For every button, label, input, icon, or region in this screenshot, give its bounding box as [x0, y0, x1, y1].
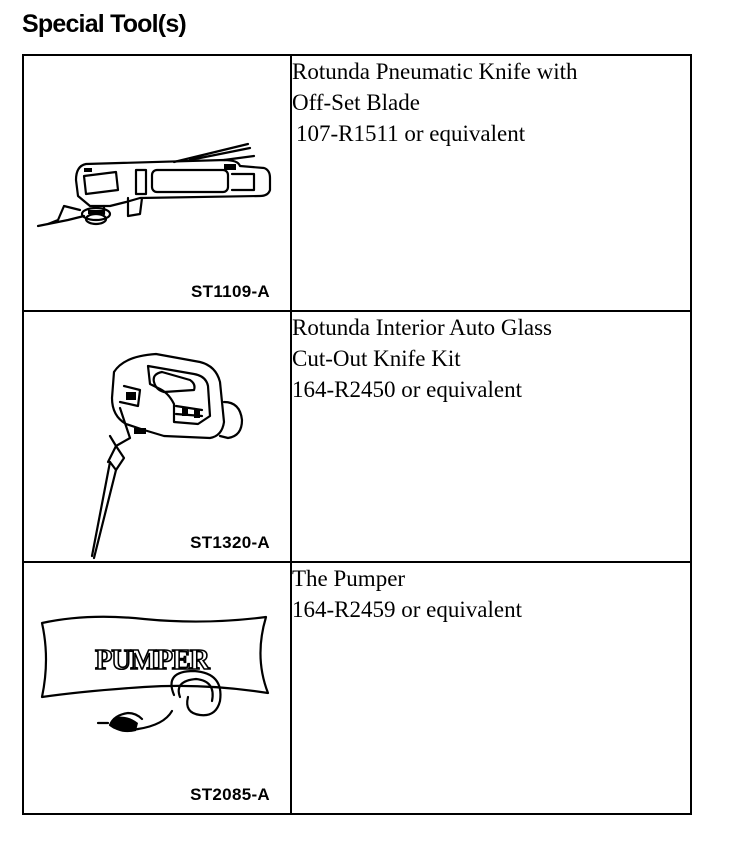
- table-row: [23, 311, 691, 562]
- part-number: 164-R2450 or equivalent: [292, 377, 522, 402]
- tool-illustration-cell: [23, 55, 291, 311]
- figure-code: ST2085-A: [190, 785, 270, 804]
- table-row: [23, 562, 691, 814]
- page-title: Special Tool(s): [22, 10, 186, 38]
- tool-illustration-cell: [23, 311, 291, 562]
- part-number: 164-R2459 or equivalent: [292, 597, 522, 622]
- figure-code: ST1320-A: [190, 533, 270, 552]
- tool-description-cell: [291, 562, 691, 814]
- pumper-icon: [24, 563, 290, 815]
- tool-description-cell: [291, 311, 691, 562]
- part-number: 107-R1511 or equivalent: [296, 121, 526, 146]
- tool-name-line: Cut-Out Knife Kit: [292, 346, 461, 371]
- tool-illustration-cell: [23, 562, 291, 814]
- special-tools-table: [22, 54, 692, 815]
- pneumatic-knife-icon: [24, 56, 290, 312]
- figure-code: ST1109-A: [191, 282, 270, 301]
- pumper-bag-label: PUMPER: [95, 645, 209, 676]
- cut-out-knife-icon: [24, 312, 290, 563]
- table-row: [23, 55, 691, 311]
- tool-description-cell: [291, 55, 691, 311]
- tool-name-line: Rotunda Pneumatic Knife with: [292, 59, 578, 84]
- tool-name-line: Rotunda Interior Auto Glass: [292, 315, 552, 340]
- tool-name-line: Off-Set Blade: [292, 90, 420, 115]
- tool-name-line: The Pumper: [292, 566, 406, 591]
